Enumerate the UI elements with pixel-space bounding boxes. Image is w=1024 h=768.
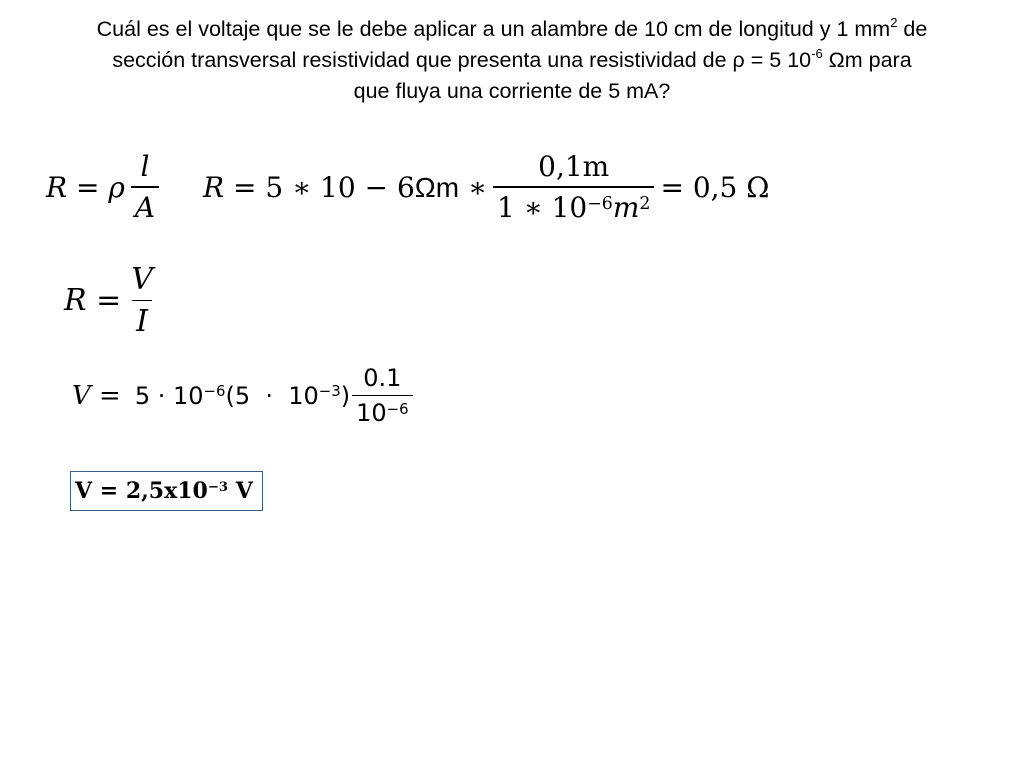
eq1-frac-den: A <box>131 186 159 224</box>
question-line-1: Cuál es el voltaje que se le debe aplicar a un alambre de 10 cm de longitud y 1 $mm^2$ de <box>96 14 928 41</box>
eq3-fraction <box>352 364 412 427</box>
eq1-fraction-values <box>493 150 654 224</box>
resistance-equation <box>46 150 769 224</box>
eq1-frac2-den: 1 ∗ $10^{-6}m^2$ <box>493 186 654 224</box>
eq3-num: 0.1 <box>363 364 402 392</box>
eq1-rhs: R = 5 ∗ 10 − 6Ωm ∗ <box>203 170 487 204</box>
eq1-lhs: R = ρ <box>46 170 125 204</box>
eq2-lhs: R = <box>64 283 122 318</box>
eq2-fraction <box>127 262 157 339</box>
eq1-frac2-num: 0,1m <box>538 150 610 183</box>
eq2-den: I <box>132 300 152 339</box>
eq3-term-a: $5 \cdot 10^{-6}$ <box>134 381 226 410</box>
eq1-fraction-l-over-a <box>131 150 159 224</box>
eq2-num: V <box>131 262 153 297</box>
question-line-3: que fluya una corriente de 5 mA? <box>353 79 671 103</box>
eq3-lhs: V = <box>72 380 121 411</box>
eq3-den: $10^{-6}$ <box>352 395 412 427</box>
eq1-result: = 0,5 Ω <box>660 170 770 204</box>
eq1-frac-num: l <box>140 150 150 183</box>
ohms-law-equation <box>64 262 163 339</box>
question-line-2: sección transversal resistividad que presenta una resistividad de ρ = 5 $10^{-6}$ Ωm para <box>112 45 912 72</box>
final-voltage-result-box <box>70 471 263 511</box>
result-value: $V = 2,5x10^{-3}$ V <box>75 478 253 504</box>
voltage-substitution-equation <box>72 364 419 427</box>
eq3-term-b: $(5 \cdot 10^{-3})$ <box>225 381 351 410</box>
question-text <box>40 14 984 107</box>
